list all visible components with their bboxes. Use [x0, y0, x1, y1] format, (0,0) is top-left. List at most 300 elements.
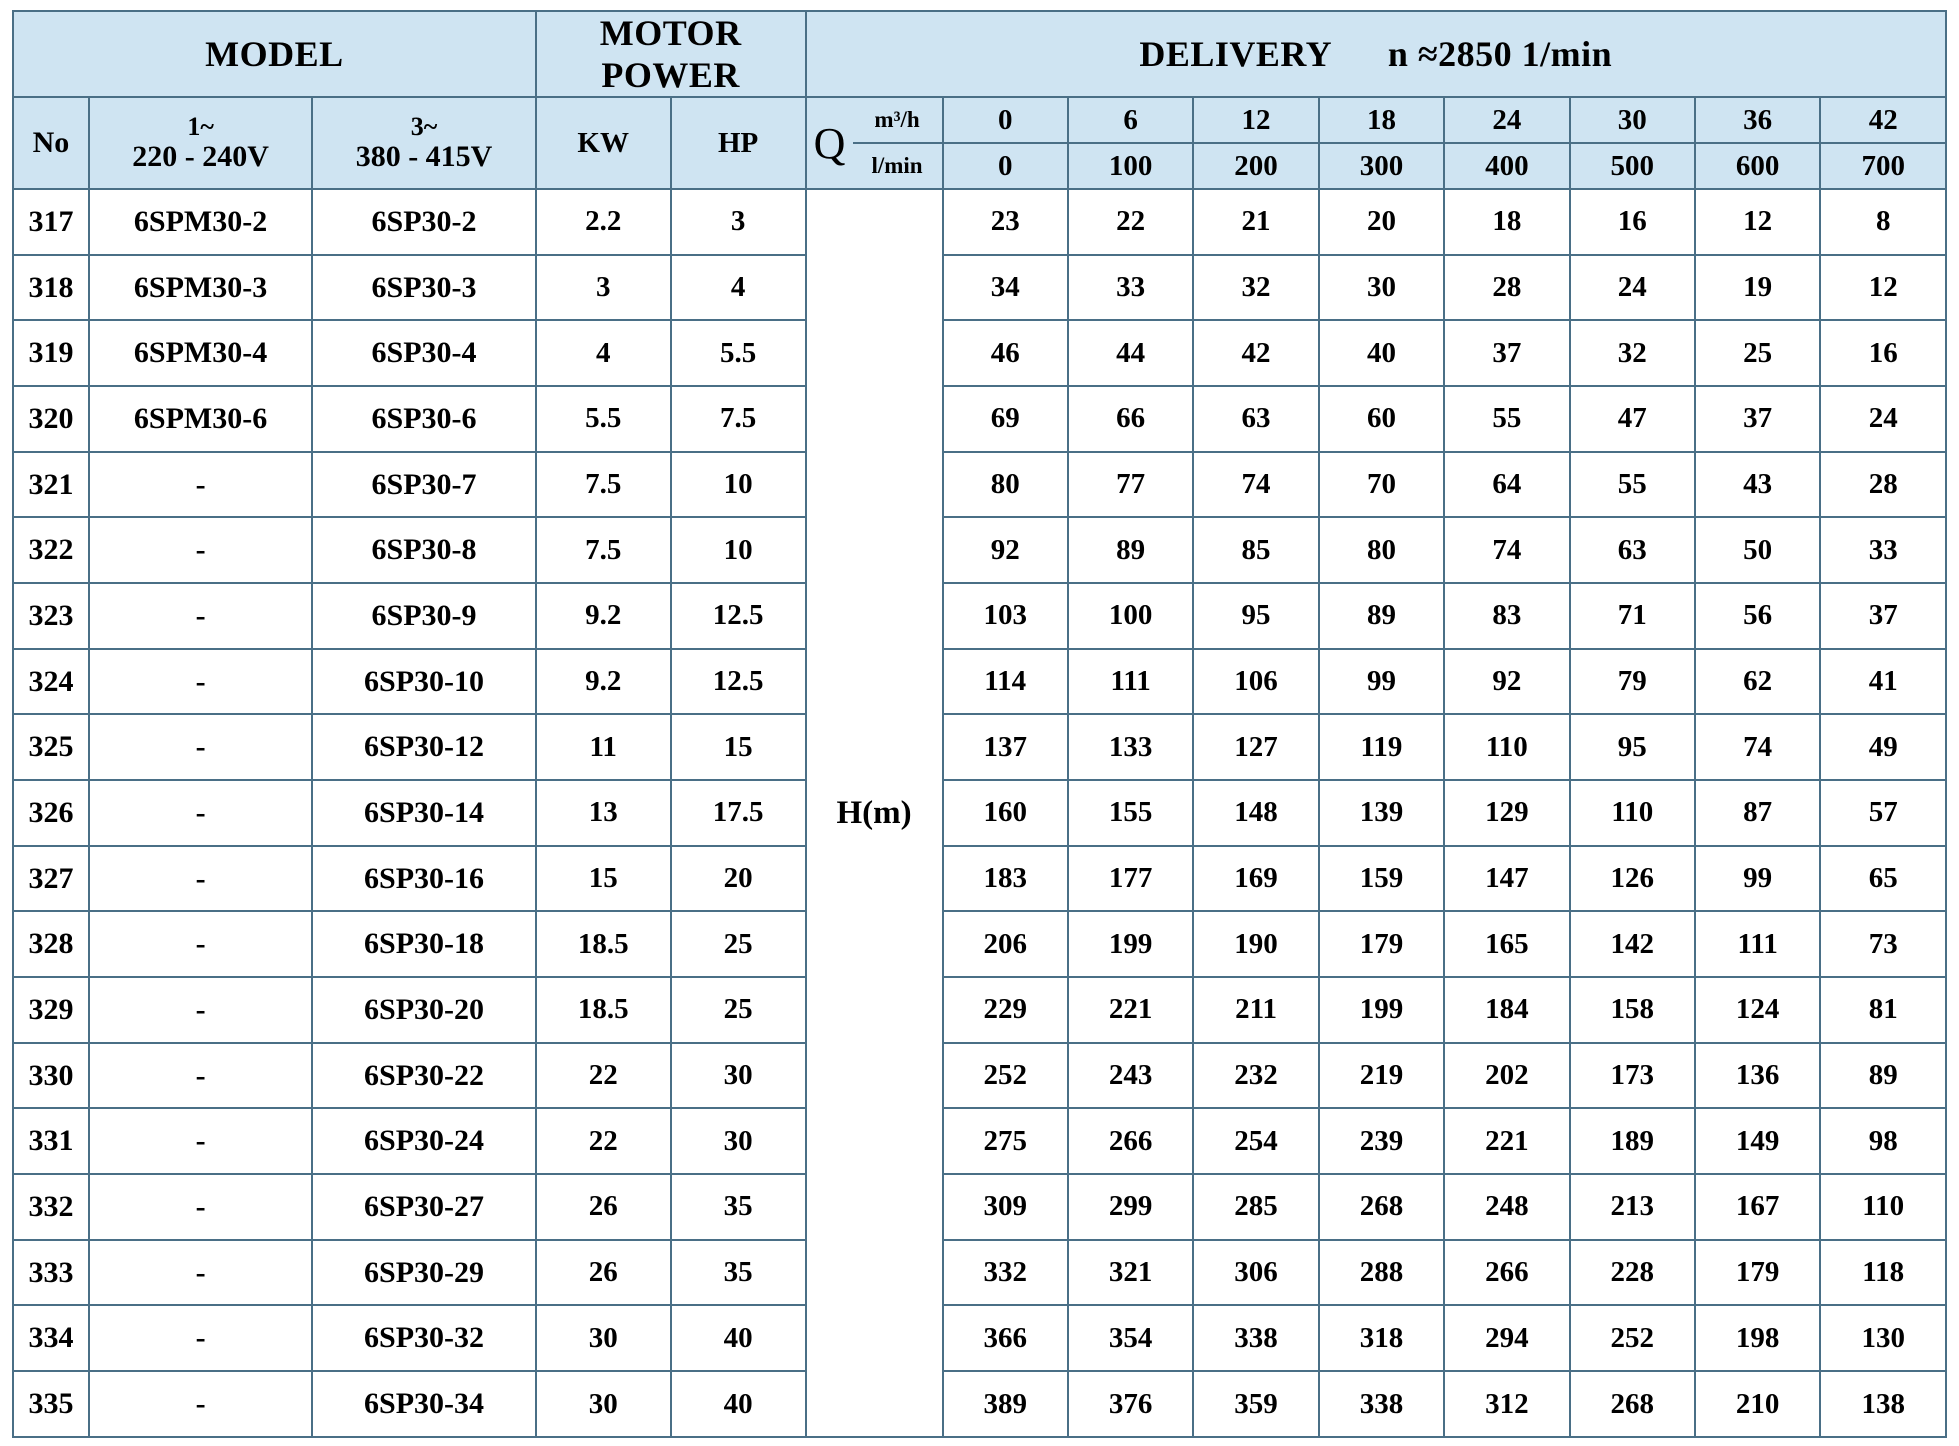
flow-lmin-6: 600 [1695, 143, 1820, 189]
row-head-7: 65 [1820, 846, 1946, 912]
row-head-4: 147 [1444, 846, 1569, 912]
row-kw: 18.5 [536, 911, 671, 977]
row-head-5: 213 [1570, 1174, 1695, 1240]
row-model-1phase: 6SPM30-6 [89, 386, 312, 452]
q-unit-m3h: m³/h [853, 98, 942, 144]
table-row [13, 1108, 1946, 1174]
row-no: 325 [13, 714, 89, 780]
row-model-3phase: 6SP30-32 [312, 1305, 535, 1371]
row-head-1: 22 [1068, 189, 1193, 255]
table-body [13, 189, 1946, 1437]
flow-lmin-7: 700 [1820, 143, 1946, 189]
row-hp: 30 [671, 1108, 806, 1174]
row-head-4: 28 [1444, 255, 1569, 321]
row-head-2: 148 [1193, 780, 1318, 846]
table-row [13, 452, 1946, 518]
row-model-1phase: - [89, 714, 312, 780]
model-title: MODEL [13, 11, 536, 97]
flow-lmin-2: 200 [1193, 143, 1318, 189]
row-head-0: 206 [943, 911, 1068, 977]
row-head-5: 173 [1570, 1043, 1695, 1109]
row-head-5: 71 [1570, 583, 1695, 649]
row-no: 335 [13, 1371, 89, 1437]
voltage-1phase-line2: 220 - 240V [132, 139, 269, 173]
row-head-5: 79 [1570, 649, 1695, 715]
row-head-7: 28 [1820, 452, 1946, 518]
row-model-1phase: - [89, 452, 312, 518]
row-head-4: 64 [1444, 452, 1569, 518]
row-head-1: 376 [1068, 1371, 1193, 1437]
row-head-5: 268 [1570, 1371, 1695, 1437]
voltage-1phase-line1: 1~ [187, 111, 214, 141]
row-head-1: 199 [1068, 911, 1193, 977]
row-no: 317 [13, 189, 89, 255]
row-no: 329 [13, 977, 89, 1043]
row-head-3: 239 [1319, 1108, 1444, 1174]
row-head-3: 20 [1319, 189, 1444, 255]
row-head-6: 111 [1695, 911, 1820, 977]
row-head-7: 57 [1820, 780, 1946, 846]
kw-header: KW [536, 97, 671, 189]
row-hp: 17.5 [671, 780, 806, 846]
table-row [13, 846, 1946, 912]
flow-m3h-5: 30 [1570, 97, 1695, 143]
row-head-3: 40 [1319, 320, 1444, 386]
row-model-1phase: - [89, 583, 312, 649]
row-model-3phase: 6SP30-24 [312, 1108, 535, 1174]
row-no: 328 [13, 911, 89, 977]
row-head-0: 366 [943, 1305, 1068, 1371]
row-head-6: 198 [1695, 1305, 1820, 1371]
row-head-3: 60 [1319, 386, 1444, 452]
row-head-2: 211 [1193, 977, 1318, 1043]
row-head-2: 85 [1193, 517, 1318, 583]
voltage-3phase-header [312, 97, 535, 189]
row-head-3: 99 [1319, 649, 1444, 715]
row-model-3phase: 6SP30-27 [312, 1174, 535, 1240]
row-head-2: 169 [1193, 846, 1318, 912]
row-hp: 7.5 [671, 386, 806, 452]
row-head-4: 294 [1444, 1305, 1569, 1371]
row-head-1: 354 [1068, 1305, 1193, 1371]
row-no: 318 [13, 255, 89, 321]
row-kw: 2.2 [536, 189, 671, 255]
row-head-2: 285 [1193, 1174, 1318, 1240]
row-head-6: 56 [1695, 583, 1820, 649]
row-head-7: 37 [1820, 583, 1946, 649]
row-head-4: 110 [1444, 714, 1569, 780]
row-head-3: 179 [1319, 911, 1444, 977]
row-head-6: 50 [1695, 517, 1820, 583]
row-head-6: 19 [1695, 255, 1820, 321]
row-head-3: 80 [1319, 517, 1444, 583]
q-units-header [806, 97, 943, 189]
row-head-3: 30 [1319, 255, 1444, 321]
row-head-4: 312 [1444, 1371, 1569, 1437]
row-model-3phase: 6SP30-34 [312, 1371, 535, 1437]
row-head-0: 137 [943, 714, 1068, 780]
row-head-7: 138 [1820, 1371, 1946, 1437]
row-kw: 26 [536, 1174, 671, 1240]
table-header [13, 11, 1946, 189]
row-head-2: 338 [1193, 1305, 1318, 1371]
q-symbol: Q [813, 118, 846, 168]
row-head-0: 183 [943, 846, 1068, 912]
row-head-0: 34 [943, 255, 1068, 321]
row-model-3phase: 6SP30-8 [312, 517, 535, 583]
row-model-3phase: 6SP30-10 [312, 649, 535, 715]
row-no: 324 [13, 649, 89, 715]
row-model-3phase: 6SP30-22 [312, 1043, 535, 1109]
row-head-4: 202 [1444, 1043, 1569, 1109]
row-kw: 15 [536, 846, 671, 912]
row-hp: 15 [671, 714, 806, 780]
row-no: 332 [13, 1174, 89, 1240]
row-kw: 9.2 [536, 583, 671, 649]
flow-m3h-4: 24 [1444, 97, 1569, 143]
row-head-0: 46 [943, 320, 1068, 386]
row-head-7: 98 [1820, 1108, 1946, 1174]
flow-m3h-7: 42 [1820, 97, 1946, 143]
table-row [13, 189, 1946, 255]
row-head-7: 41 [1820, 649, 1946, 715]
row-model-1phase: - [89, 649, 312, 715]
row-head-2: 95 [1193, 583, 1318, 649]
row-head-6: 136 [1695, 1043, 1820, 1109]
flow-lmin-1: 100 [1068, 143, 1193, 189]
row-no: 322 [13, 517, 89, 583]
row-head-4: 74 [1444, 517, 1569, 583]
row-model-1phase: - [89, 1371, 312, 1437]
row-head-3: 318 [1319, 1305, 1444, 1371]
row-head-3: 219 [1319, 1043, 1444, 1109]
row-head-7: 33 [1820, 517, 1946, 583]
row-model-1phase: - [89, 1174, 312, 1240]
table-row [13, 780, 1946, 846]
row-head-4: 266 [1444, 1240, 1569, 1306]
row-head-4: 184 [1444, 977, 1569, 1043]
row-head-3: 288 [1319, 1240, 1444, 1306]
flow-m3h-1: 6 [1068, 97, 1193, 143]
row-no: 326 [13, 780, 89, 846]
row-model-1phase: - [89, 977, 312, 1043]
row-head-2: 232 [1193, 1043, 1318, 1109]
row-head-2: 359 [1193, 1371, 1318, 1437]
row-kw: 7.5 [536, 452, 671, 518]
row-head-1: 66 [1068, 386, 1193, 452]
row-no: 327 [13, 846, 89, 912]
row-head-6: 149 [1695, 1108, 1820, 1174]
voltage-3phase-line2: 380 - 415V [355, 139, 493, 173]
row-kw: 22 [536, 1108, 671, 1174]
row-no: 331 [13, 1108, 89, 1174]
row-head-2: 21 [1193, 189, 1318, 255]
row-head-0: 252 [943, 1043, 1068, 1109]
row-kw: 26 [536, 1240, 671, 1306]
table-row [13, 1043, 1946, 1109]
row-head-3: 268 [1319, 1174, 1444, 1240]
row-hp: 10 [671, 517, 806, 583]
row-model-3phase: 6SP30-9 [312, 583, 535, 649]
row-model-1phase: - [89, 911, 312, 977]
row-hp: 25 [671, 977, 806, 1043]
row-head-0: 92 [943, 517, 1068, 583]
table-row [13, 1305, 1946, 1371]
row-head-0: 114 [943, 649, 1068, 715]
row-no: 319 [13, 320, 89, 386]
row-model-3phase: 6SP30-20 [312, 977, 535, 1043]
row-head-5: 32 [1570, 320, 1695, 386]
row-head-5: 55 [1570, 452, 1695, 518]
row-head-0: 80 [943, 452, 1068, 518]
table-row [13, 1371, 1946, 1437]
row-head-2: 42 [1193, 320, 1318, 386]
row-head-5: 110 [1570, 780, 1695, 846]
row-kw: 22 [536, 1043, 671, 1109]
row-kw: 18.5 [536, 977, 671, 1043]
row-head-6: 74 [1695, 714, 1820, 780]
flow-m3h-6: 36 [1695, 97, 1820, 143]
delivery-title-text: DELIVERY [1139, 34, 1331, 74]
row-kw: 30 [536, 1371, 671, 1437]
row-head-1: 77 [1068, 452, 1193, 518]
row-hp: 12.5 [671, 649, 806, 715]
voltage-1phase-header [89, 97, 312, 189]
row-head-1: 133 [1068, 714, 1193, 780]
row-no: 334 [13, 1305, 89, 1371]
row-head-5: 63 [1570, 517, 1695, 583]
table-row [13, 1240, 1946, 1306]
row-head-3: 199 [1319, 977, 1444, 1043]
row-head-1: 33 [1068, 255, 1193, 321]
row-no: 321 [13, 452, 89, 518]
row-head-0: 229 [943, 977, 1068, 1043]
row-head-7: 89 [1820, 1043, 1946, 1109]
row-head-7: 110 [1820, 1174, 1946, 1240]
flow-m3h-2: 12 [1193, 97, 1318, 143]
row-kw: 13 [536, 780, 671, 846]
row-head-2: 190 [1193, 911, 1318, 977]
row-head-6: 37 [1695, 386, 1820, 452]
no-header: No [13, 97, 89, 189]
row-head-7: 130 [1820, 1305, 1946, 1371]
row-model-1phase: - [89, 846, 312, 912]
row-head-1: 177 [1068, 846, 1193, 912]
row-head-4: 55 [1444, 386, 1569, 452]
row-head-6: 99 [1695, 846, 1820, 912]
row-head-3: 89 [1319, 583, 1444, 649]
row-no: 333 [13, 1240, 89, 1306]
row-model-3phase: 6SP30-7 [312, 452, 535, 518]
row-head-2: 63 [1193, 386, 1318, 452]
row-model-3phase: 6SP30-12 [312, 714, 535, 780]
row-head-2: 74 [1193, 452, 1318, 518]
row-head-7: 73 [1820, 911, 1946, 977]
row-model-3phase: 6SP30-18 [312, 911, 535, 977]
row-head-5: 126 [1570, 846, 1695, 912]
table-row [13, 714, 1946, 780]
row-kw: 3 [536, 255, 671, 321]
row-head-5: 16 [1570, 189, 1695, 255]
delivery-title [806, 11, 1946, 97]
row-head-4: 129 [1444, 780, 1569, 846]
row-hp: 10 [671, 452, 806, 518]
row-head-2: 254 [1193, 1108, 1318, 1174]
row-model-3phase: 6SP30-2 [312, 189, 535, 255]
row-no: 323 [13, 583, 89, 649]
table-row [13, 255, 1946, 321]
row-hp: 3 [671, 189, 806, 255]
row-head-1: 266 [1068, 1108, 1193, 1174]
row-head-0: 332 [943, 1240, 1068, 1306]
header-row-titles [13, 11, 1946, 97]
row-head-1: 100 [1068, 583, 1193, 649]
row-head-4: 18 [1444, 189, 1569, 255]
table-row [13, 320, 1946, 386]
head-unit-label: H(m) [806, 189, 943, 1437]
row-head-1: 221 [1068, 977, 1193, 1043]
flow-lmin-3: 300 [1319, 143, 1444, 189]
row-hp: 4 [671, 255, 806, 321]
row-hp: 35 [671, 1240, 806, 1306]
table-row [13, 977, 1946, 1043]
row-head-1: 299 [1068, 1174, 1193, 1240]
row-head-2: 106 [1193, 649, 1318, 715]
row-hp: 5.5 [671, 320, 806, 386]
flow-lmin-5: 500 [1570, 143, 1695, 189]
row-head-6: 124 [1695, 977, 1820, 1043]
row-head-6: 43 [1695, 452, 1820, 518]
row-model-1phase: - [89, 1305, 312, 1371]
row-head-7: 8 [1820, 189, 1946, 255]
row-head-0: 275 [943, 1108, 1068, 1174]
row-model-3phase: 6SP30-16 [312, 846, 535, 912]
row-kw: 30 [536, 1305, 671, 1371]
row-head-4: 37 [1444, 320, 1569, 386]
header-row-subtitles [13, 97, 1946, 143]
row-head-4: 248 [1444, 1174, 1569, 1240]
q-unit-lmin: l/min [871, 153, 923, 178]
table-row [13, 517, 1946, 583]
row-kw: 9.2 [536, 649, 671, 715]
row-model-1phase: - [89, 1240, 312, 1306]
row-head-0: 309 [943, 1174, 1068, 1240]
row-head-5: 142 [1570, 911, 1695, 977]
row-head-6: 179 [1695, 1240, 1820, 1306]
row-head-6: 210 [1695, 1371, 1820, 1437]
row-head-1: 155 [1068, 780, 1193, 846]
row-kw: 7.5 [536, 517, 671, 583]
flow-lmin-4: 400 [1444, 143, 1569, 189]
row-head-7: 49 [1820, 714, 1946, 780]
row-head-5: 228 [1570, 1240, 1695, 1306]
pump-performance-table [12, 10, 1947, 1438]
row-hp: 35 [671, 1174, 806, 1240]
row-head-3: 139 [1319, 780, 1444, 846]
row-head-6: 87 [1695, 780, 1820, 846]
row-model-1phase: 6SPM30-2 [89, 189, 312, 255]
flow-m3h-3: 18 [1319, 97, 1444, 143]
row-head-7: 81 [1820, 977, 1946, 1043]
table-row [13, 583, 1946, 649]
voltage-3phase-line1: 3~ [410, 111, 438, 141]
row-head-6: 12 [1695, 189, 1820, 255]
row-head-0: 69 [943, 386, 1068, 452]
motor-power-title: MOTOR POWER [536, 11, 806, 97]
row-no: 320 [13, 386, 89, 452]
row-head-6: 62 [1695, 649, 1820, 715]
flow-m3h-0: 0 [943, 97, 1068, 143]
row-head-5: 189 [1570, 1108, 1695, 1174]
row-head-6: 25 [1695, 320, 1820, 386]
row-head-3: 338 [1319, 1371, 1444, 1437]
table-row [13, 1174, 1946, 1240]
row-head-3: 70 [1319, 452, 1444, 518]
row-model-1phase: - [89, 1043, 312, 1109]
row-head-4: 221 [1444, 1108, 1569, 1174]
delivery-speed-text: n ≈2850 1/min [1387, 34, 1613, 74]
row-head-5: 47 [1570, 386, 1695, 452]
row-head-7: 118 [1820, 1240, 1946, 1306]
row-hp: 40 [671, 1305, 806, 1371]
row-head-7: 24 [1820, 386, 1946, 452]
row-head-4: 83 [1444, 583, 1569, 649]
row-no: 330 [13, 1043, 89, 1109]
row-model-3phase: 6SP30-3 [312, 255, 535, 321]
row-hp: 20 [671, 846, 806, 912]
row-model-3phase: 6SP30-29 [312, 1240, 535, 1306]
row-head-5: 252 [1570, 1305, 1695, 1371]
row-hp: 40 [671, 1371, 806, 1437]
row-head-2: 127 [1193, 714, 1318, 780]
row-model-1phase: - [89, 1108, 312, 1174]
row-head-4: 165 [1444, 911, 1569, 977]
row-hp: 12.5 [671, 583, 806, 649]
row-head-0: 103 [943, 583, 1068, 649]
row-head-5: 24 [1570, 255, 1695, 321]
row-model-3phase: 6SP30-4 [312, 320, 535, 386]
row-head-3: 159 [1319, 846, 1444, 912]
row-head-4: 92 [1444, 649, 1569, 715]
row-head-6: 167 [1695, 1174, 1820, 1240]
row-head-2: 32 [1193, 255, 1318, 321]
row-head-0: 389 [943, 1371, 1068, 1437]
row-kw: 4 [536, 320, 671, 386]
row-head-1: 111 [1068, 649, 1193, 715]
hp-header: HP [671, 97, 806, 189]
row-head-1: 321 [1068, 1240, 1193, 1306]
row-head-2: 306 [1193, 1240, 1318, 1306]
row-model-1phase: 6SPM30-3 [89, 255, 312, 321]
row-model-3phase: 6SP30-14 [312, 780, 535, 846]
row-head-7: 12 [1820, 255, 1946, 321]
row-hp: 25 [671, 911, 806, 977]
row-hp: 30 [671, 1043, 806, 1109]
row-kw: 5.5 [536, 386, 671, 452]
row-head-5: 95 [1570, 714, 1695, 780]
row-model-1phase: - [89, 517, 312, 583]
row-kw: 11 [536, 714, 671, 780]
row-head-1: 44 [1068, 320, 1193, 386]
row-model-1phase: - [89, 780, 312, 846]
table-row [13, 649, 1946, 715]
table-row [13, 386, 1946, 452]
table-row [13, 911, 1946, 977]
row-head-0: 23 [943, 189, 1068, 255]
row-head-7: 16 [1820, 320, 1946, 386]
row-head-5: 158 [1570, 977, 1695, 1043]
row-model-1phase: 6SPM30-4 [89, 320, 312, 386]
